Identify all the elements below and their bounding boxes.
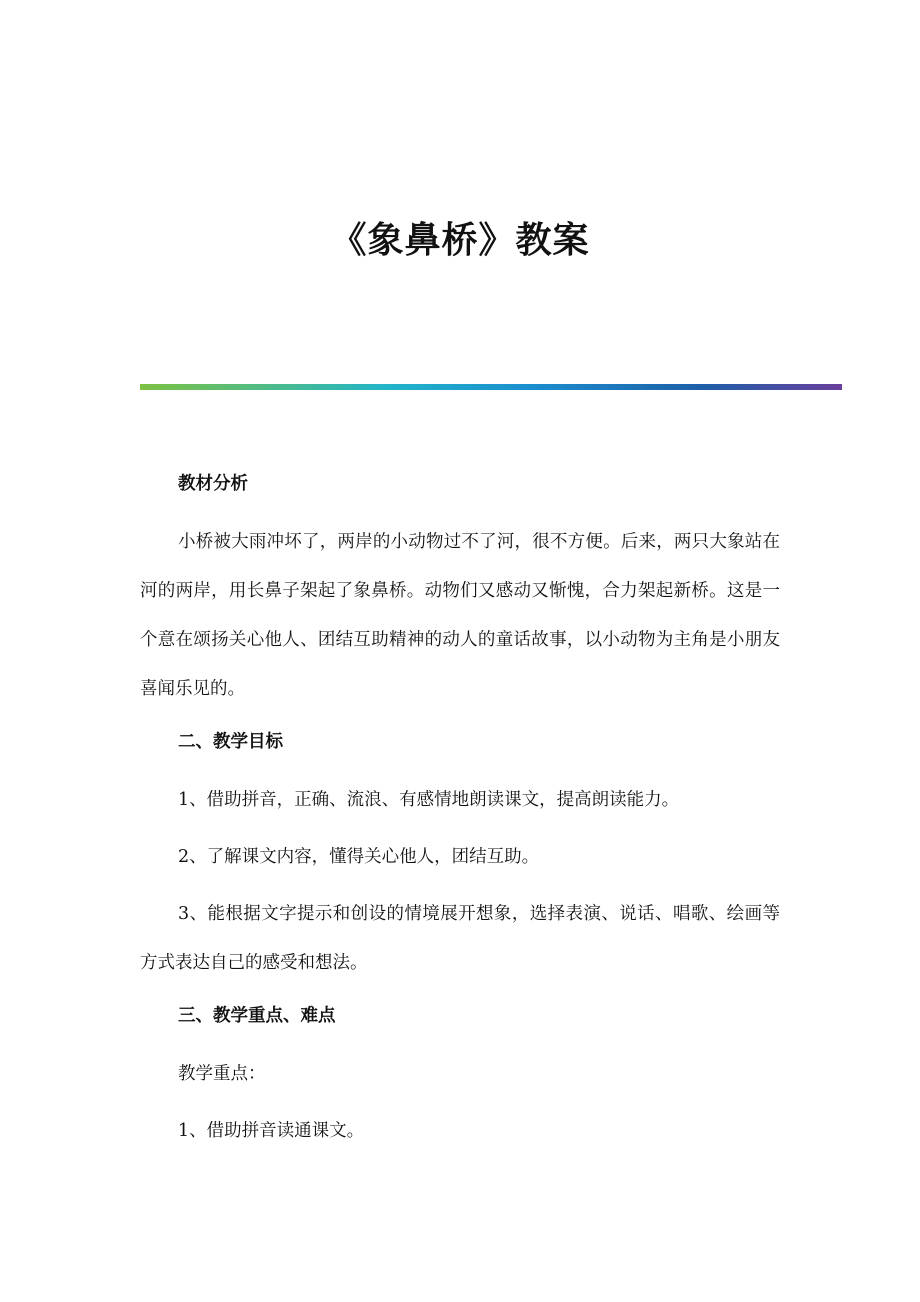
goal-item-1: 1、借助拼音，正确、流浪、有感情地朗读课文，提高朗读能力。	[178, 790, 680, 810]
goal-item-2: 2、了解课文内容，懂得关心他人，团结互助。	[178, 847, 540, 867]
section-heading-goals: 二、教学目标	[178, 732, 283, 752]
analysis-paragraph: 小桥被大雨冲坏了，两岸的小动物过不了河，很不方便。后来，两只大象站在河的两岸，用长鼻子架起了象鼻桥。动物们又感动又惭愧，合力架起新桥。这是一个意在颂扬关心他人、团结互助精神的动人的童话故事，以小动物为主角是小朋友喜闻乐见的。	[140, 532, 780, 699]
keypoint-item-1: 1、借助拼音读通课文。	[178, 1121, 365, 1141]
goal-item-3: 3、能根据文字提示和创设的情境展开想象，选择表演、说话、唱歌、绘画等方式表达自己的感受和想法。	[140, 904, 780, 973]
document-title: 《象鼻桥》教案	[330, 219, 590, 261]
gradient-divider	[140, 384, 842, 390]
section-heading-keypoints: 三、教学重点、难点	[178, 1006, 336, 1026]
document-body	[140, 464, 780, 1164]
keypoints-subheading: 教学重点：	[178, 1064, 266, 1084]
section-heading-analysis: 教材分析	[178, 474, 248, 494]
